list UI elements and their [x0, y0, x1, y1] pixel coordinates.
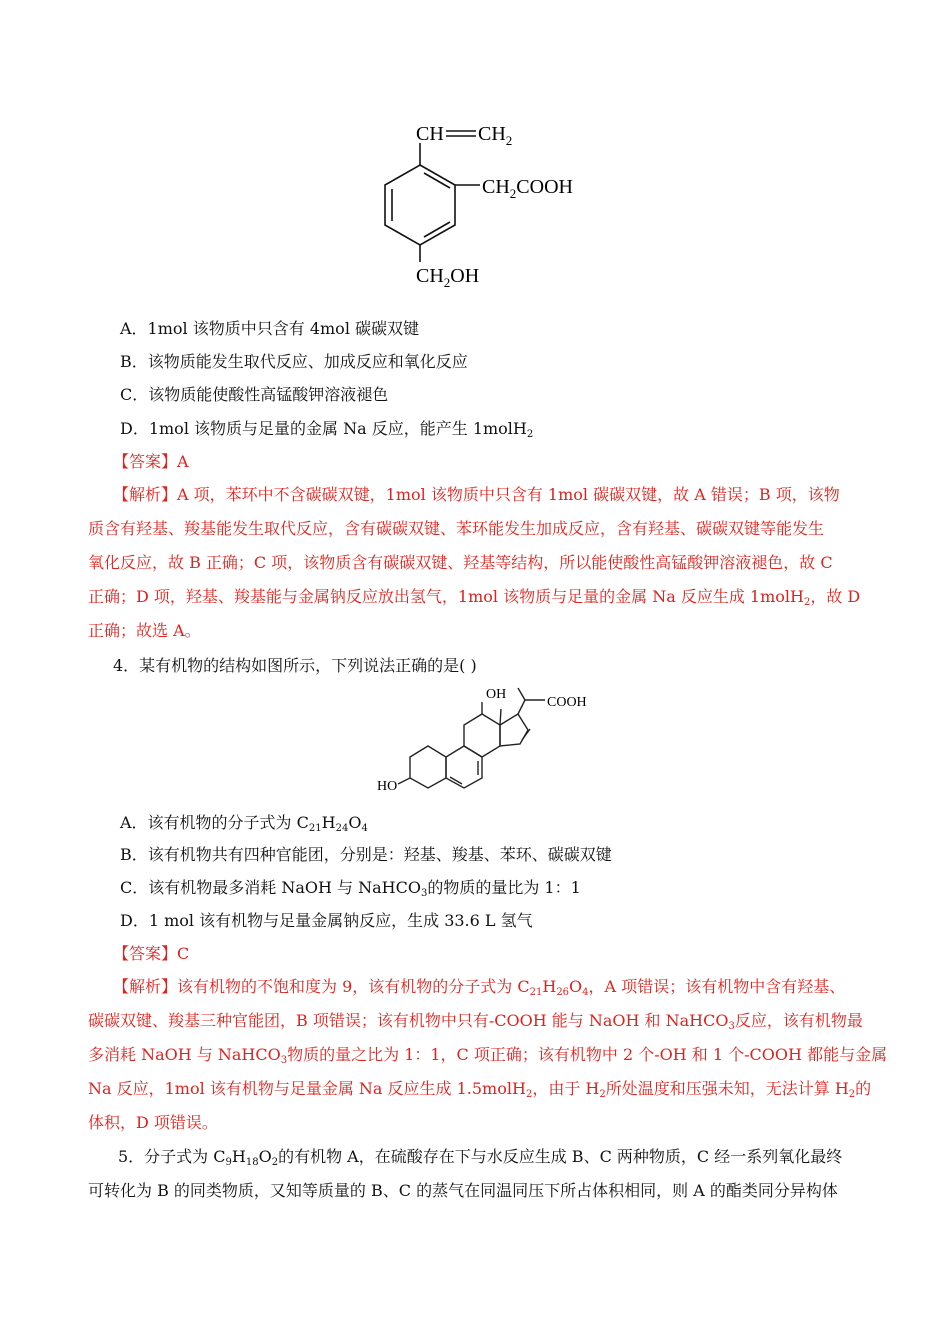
q4-option-c: C．该有机物最多消耗 NaOH 与 NaHCO$_3$的物质的量比为 1：1	[120, 878, 581, 899]
cooh-label: COOH	[547, 695, 587, 710]
acid-label: $CH_2COOH$	[482, 176, 573, 201]
q4-stem: 4．某有机物的结构如图所示，下列说法正确的是( )	[113, 656, 477, 675]
q5-stem: 5．分子式为 $C_9H_{18}O_2$的有机物 A，在硫酸存在下与水反应生成 B、C 两种物质，C 经一系列氧化最终 可转化为 B 的同类物质，又知等质量的 B、C 的蒸气在同温同压下所占体积相同，则 A 的酯类同分异构体	[88, 1147, 843, 1200]
q3-option-b: B．该物质能发生取代反应、加成反应和氧化反应	[120, 352, 468, 371]
q3-option-c: C．该物质能使酸性高锰酸钾溶液褪色	[120, 385, 389, 404]
vinyl-label-2: $CH_2$	[478, 123, 513, 148]
q4-option-d: D．1 mol 该有机物与足量金属钠反应，生成 33.6 L 氢气	[120, 911, 533, 930]
q3-answer: 【答案】A	[113, 452, 189, 471]
alcohol-label: $CH_2OH$	[416, 265, 480, 290]
structure-diagram-1	[380, 110, 620, 295]
structure-diagram-2	[370, 682, 610, 794]
q4-option-b: B．该有机物共有四种官能团，分别是：羟基、羧基、苯环、碳碳双键	[120, 845, 612, 864]
q3-analysis: 【解析】A 项，苯环中不含碳碳双键，1mol 该物质中只含有 1mol 碳碳双键，故 A 错误；B 项，该物 质含有羟基、羧基能发生取代反应，含有碳碳双键、苯环能发生加成反应，含有羟基、碳碳双键等能发生 氧化反应，故 B 正确；C 项，该物质含有碳碳双键、羟基等结构，所以能使酸性高锰酸钾溶液褪色，故 C 正确；D 项，羟基、羧基能与金属钠反应放出氢气，1mol 该物质与足量的金属 Na 反应生成 1molH$_2$，故 D 正确；故选 A。	[88, 485, 861, 640]
q4-analysis: 【解析】该有机物的不饱和度为 9，该有机物的分子式为 $C_{21}H_{26}O_4$，A 项错误；该有机物中含有羟基、 碳碳双键、羧基三种官能团，B 项错误；该有机物中只有-COOH 能与 NaOH 和 NaHCO$_3$反应，该有机物最 多消耗 NaOH 与 NaHCO$_3$物质的量之比为 1：1，C 项正确；该有机物中 2 个-OH 和 1 个-COOH 都能与金属 Na 反应，1mol 该有机物与足量金属 Na 反应生成 1.5molH$_2$，由于 $H_2$所处温度和压强未知，无法计算 $H_2$的 体积，D 项错误。	[88, 977, 888, 1132]
oh-top-label: OH	[486, 687, 507, 702]
q4-answer: 【答案】C	[113, 944, 190, 963]
vinyl-label: CH	[416, 123, 444, 145]
ho-left-label: HO	[377, 779, 398, 794]
q3-option-d: D．1mol 该物质与足量的金属 Na 反应，能产生 1molH$_2$	[120, 419, 534, 440]
q4-option-a: A．该有机物的分子式为 $C_{21}H_{24}O_4$	[120, 813, 368, 834]
q3-option-a: A．1mol 该物质中只含有 4mol 碳碳双键	[120, 319, 420, 338]
